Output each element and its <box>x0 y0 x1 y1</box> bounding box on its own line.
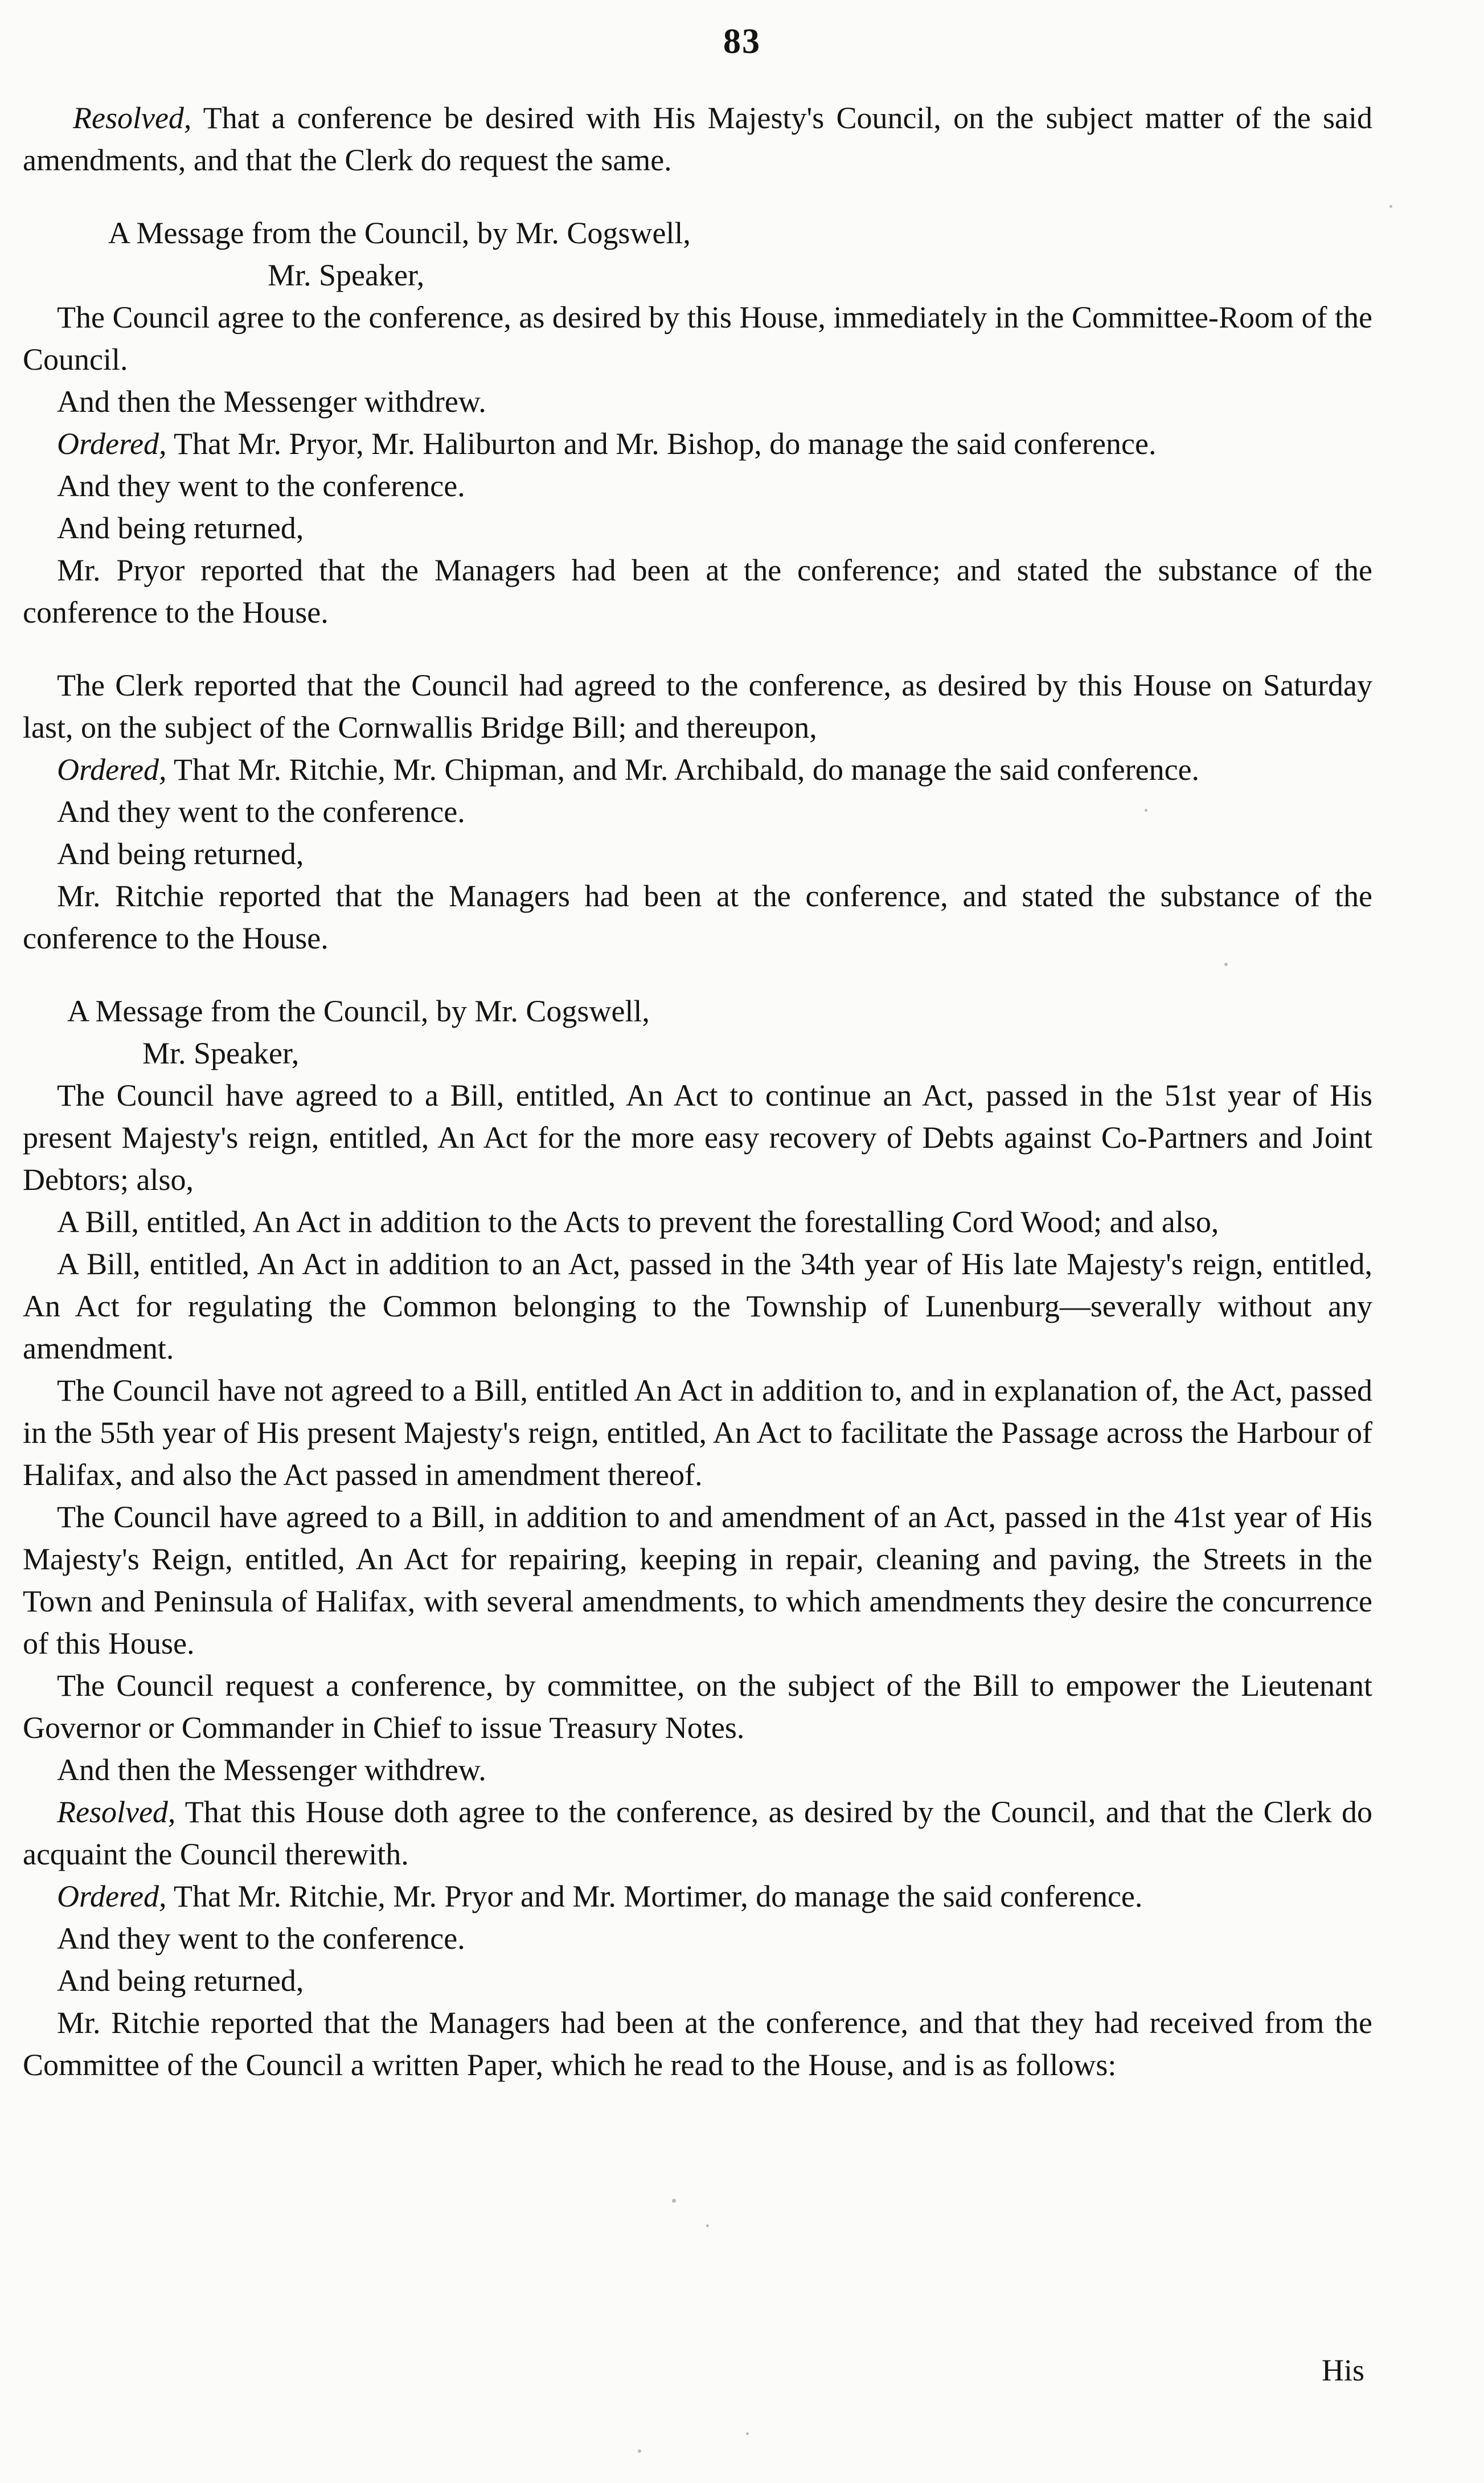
paragraph-bill-streets <box>23 1496 1372 1664</box>
paragraph-text: That a conference be desired with His Majesty's Council, on the subject matter of the said amendments, and that the Clerk do request the same. <box>23 101 1372 177</box>
paragraph-resolved-agree <box>23 1791 1372 1875</box>
paragraph-messenger-withdrew <box>23 1749 1372 1791</box>
paragraph-text: The Council agree to the conference, as desired by this House, immediately in the Committee-Room of the Council. <box>23 300 1372 377</box>
paragraph-went-to-conference <box>23 791 1372 833</box>
paragraph-lead: Ordered, <box>57 1879 167 1913</box>
paragraph-bill-lunenburg <box>23 1243 1372 1369</box>
paragraph-being-returned <box>23 1960 1372 2002</box>
paragraph-pryor-reported <box>23 549 1372 633</box>
paragraph-text: And then the Messenger withdrew. <box>57 384 486 419</box>
print-speck <box>672 2199 676 2203</box>
paragraph-text: The Council request a conference, by committee, on the subject of the Bill to empower the Lieutenant Governor or Commander in Chief to issue Treasury Notes. <box>23 1668 1372 1745</box>
paragraph-text: A Bill, entitled, An Act in addition to the Acts to prevent the forestalling Cord Wood; and also, <box>57 1205 1219 1239</box>
paragraph-bill-harbour <box>23 1369 1372 1496</box>
speaker-address <box>23 1032 1372 1074</box>
message-heading <box>23 990 1372 1032</box>
paragraph-ritchie-reported <box>23 875 1372 959</box>
paragraph-went-to-conference <box>23 1917 1372 1960</box>
paragraph-text: A Message from the Council, by Mr. Cogswell, <box>108 216 691 250</box>
paragraph-text: And they went to the conference. <box>57 1921 465 1956</box>
paragraph-lead: Resolved, <box>57 1795 176 1829</box>
paragraph-text: And they went to the conference. <box>57 795 465 829</box>
paragraph-council-agree <box>23 296 1372 381</box>
paragraph-text: A Bill, entitled, An Act in addition to an Act, passed in the 34th year of His late Majesty's reign, entitled, An Act for regulating the Common belonging to the Township of Lunenburg—severally without any amendment. <box>23 1247 1372 1365</box>
paragraph-text: Mr. Ritchie reported that the Managers had been at the conference, and that they had received from the Committee of the Council a written Paper, which he read to the House, and is as follows: <box>23 2006 1372 2082</box>
paragraph-text: That Mr. Ritchie, Mr. Pryor and Mr. Mortimer, do manage the said conference. <box>166 1879 1143 1913</box>
paragraph-lead: Resolved, <box>73 101 192 135</box>
journal-text <box>23 97 1372 2086</box>
print-speck <box>1145 809 1147 812</box>
paragraph-text: A Message from the Council, by Mr. Cogswell, <box>67 994 650 1028</box>
paragraph-lead: Ordered, <box>57 427 167 461</box>
paragraph-text: That this House doth agree to the conference, as desired by the Council, and that the Clerk do acquaint the Council therewith. <box>23 1795 1372 1871</box>
paragraph-lead: Ordered, <box>57 752 167 787</box>
paragraph-text: The Council have agreed to a Bill, entitled, An Act to continue an Act, passed in the 51st year of His present Majesty's reign, entitled, An Act for the more easy recovery of Debts against Co-Partners and Joint Debtors; also, <box>23 1078 1372 1197</box>
paragraph-text: The Council have not agreed to a Bill, entitled An Act in addition to, and in explanation of, the Act, passed in the 55th year of His present Majesty's reign, entitled, An Act to facilitate the Passage across the Harbour of Halifax, and also the Act passed in amendment thereof. <box>23 1373 1372 1492</box>
print-speck <box>1389 205 1392 208</box>
print-speck <box>706 2224 709 2227</box>
message-heading <box>23 212 1372 254</box>
print-speck <box>746 2432 749 2435</box>
paragraph-text: And then the Messenger withdrew. <box>57 1753 486 1787</box>
paragraph-text: Mr. Speaker, <box>268 258 425 292</box>
paragraph-text: And they went to the conference. <box>57 469 465 503</box>
paragraph-ordered-managers <box>23 423 1372 465</box>
paragraph-bill-co-partners <box>23 1074 1372 1201</box>
page-number: 83 <box>723 22 761 61</box>
paragraph-being-returned <box>23 833 1372 875</box>
paragraph-text: Mr. Pryor reported that the Managers had been at the conference; and stated the substance of the conference to the House. <box>23 553 1372 629</box>
paragraph-messenger-withdrew <box>23 381 1372 423</box>
paragraph-went-to-conference <box>23 465 1372 507</box>
paragraph-ordered-ritchie <box>23 748 1372 791</box>
paragraph-written-paper <box>23 2002 1372 2086</box>
paragraph-treasury-notes <box>23 1664 1372 1749</box>
paragraph-text: That Mr. Pryor, Mr. Haliburton and Mr. Bishop, do manage the said conference. <box>166 427 1157 461</box>
speaker-address <box>23 254 1372 296</box>
paragraph-text: And being returned, <box>57 1964 304 1998</box>
paragraph-text: And being returned, <box>57 511 304 545</box>
paragraph-text: Mr. Speaker, <box>142 1036 300 1070</box>
paragraph-being-returned <box>23 507 1372 549</box>
paragraph-text: And being returned, <box>57 837 304 871</box>
print-speck <box>1224 963 1228 966</box>
paragraph-text: That Mr. Ritchie, Mr. Chipman, and Mr. Archibald, do manage the said conference. <box>166 752 1200 787</box>
paragraph-text: Mr. Ritchie reported that the Managers had been at the conference, and stated the substance of the conference to the House. <box>23 879 1372 955</box>
print-speck <box>638 2449 641 2453</box>
paragraph-resolved-conference <box>23 97 1372 181</box>
paragraph-bill-cord-wood <box>23 1201 1372 1243</box>
paragraph-text: The Clerk reported that the Council had agreed to the conference, as desired by this House on Saturday last, on the subject of the Cornwallis Bridge Bill; and thereupon, <box>23 668 1372 745</box>
catchword: His <box>1321 2353 1364 2387</box>
paragraph-clerk-reported <box>23 664 1372 748</box>
paragraph-ordered-mortimer <box>23 1875 1372 1917</box>
paragraph-text: The Council have agreed to a Bill, in addition to and amendment of an Act, passed in the 41st year of His Majesty's Reign, entitled, An Act for repairing, keeping in repair, cleaning and paving, the Streets in the Town and Peninsula of Halifax, with several amendments, to which amendments they desire the concurrence of this House. <box>23 1500 1372 1660</box>
